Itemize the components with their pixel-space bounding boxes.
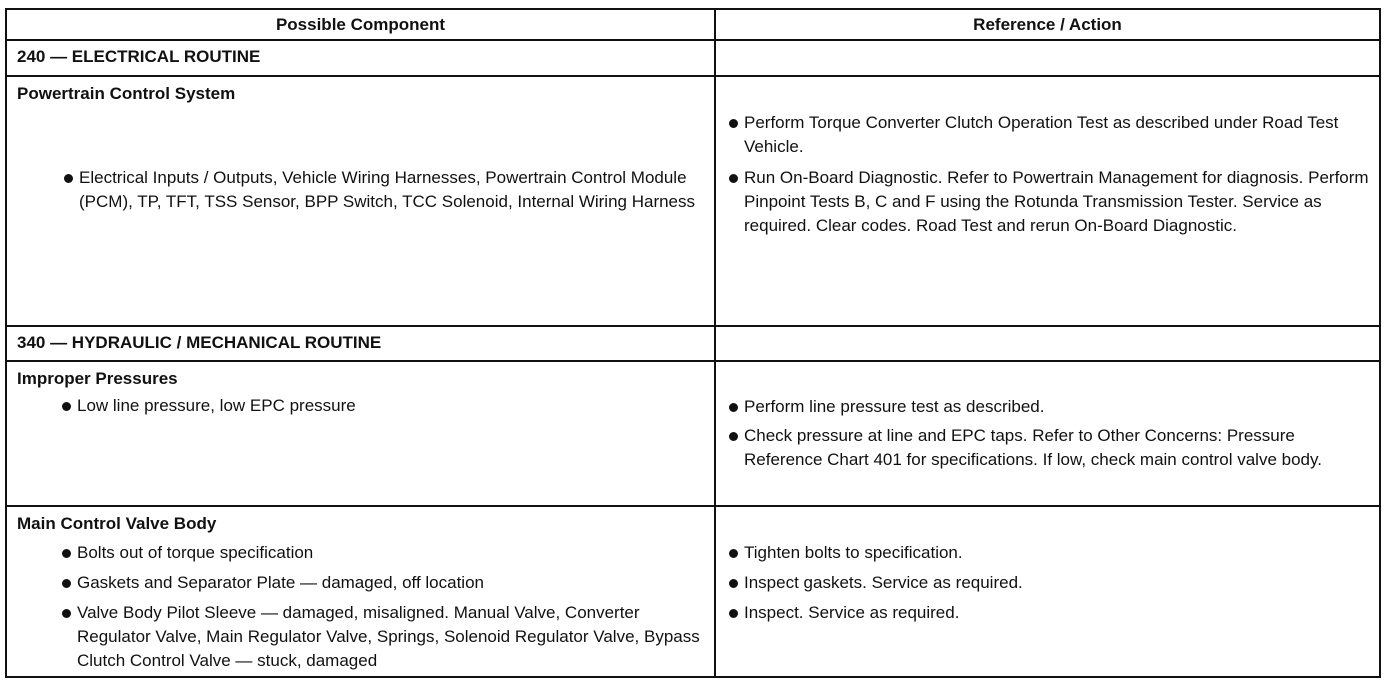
action-item: Perform Torque Converter Clutch Operation Test as described under Road Test Vehicle.: [726, 111, 1374, 159]
group-title: Powertrain Control System: [17, 84, 236, 103]
group-components: [7, 507, 716, 676]
group-components: [7, 77, 716, 327]
group-actions: [716, 77, 1379, 327]
action-item: Perform line pressure test as described.: [726, 395, 1374, 419]
component-item: Valve Body Pilot Sleeve — damaged, misaligned. Manual Valve, Converter Regulator Valve, Main Regulator Valve, Springs, Solenoid Regulator Valve, Bypass Clutch Control Valve — stuck, damaged: [59, 601, 702, 673]
action-item: Tighten bolts to specification.: [726, 541, 1374, 565]
section-action-empty: [716, 41, 1379, 77]
group-title: Improper Pressures: [17, 369, 178, 388]
group-title: Main Control Valve Body: [17, 514, 217, 533]
component-item: Electrical Inputs / Outputs, Vehicle Wiring Harnesses, Powertrain Control Module (PCM), TP, TFT, TSS Sensor, BPP Switch, TCC Solenoid, Internal Wiring Harness: [61, 166, 699, 214]
action-item: Run On-Board Diagnostic. Refer to Powertrain Management for diagnosis. Perform Pinpoint Tests B, C and F using the Rotunda Transmission Tester. Service as required. Clear codes. Road Test and rerun On-Board Diagnostic.: [726, 166, 1376, 238]
group-actions: [716, 362, 1379, 507]
action-item: Check pressure at line and EPC taps. Refer to Other Concerns: Pressure Reference Chart 401 for specifications. If low, check main control valve body.: [726, 424, 1374, 472]
column-header-component: Possible Component: [7, 10, 716, 41]
section-title: 240 — ELECTRICAL ROUTINE: [7, 41, 716, 77]
component-item: Gaskets and Separator Plate — damaged, off location: [59, 571, 697, 595]
component-item: Bolts out of torque specification: [59, 541, 697, 565]
section-title: 340 — HYDRAULIC / MECHANICAL ROUTINE: [7, 327, 716, 362]
column-header-action: Reference / Action: [716, 10, 1379, 41]
group-components: [7, 362, 716, 507]
component-item: Low line pressure, low EPC pressure: [59, 394, 697, 418]
diagnosis-table: [5, 8, 1381, 678]
section-action-empty: [716, 327, 1379, 362]
group-actions: [716, 507, 1379, 676]
action-item: Inspect. Service as required.: [726, 601, 1374, 625]
action-item: Inspect gaskets. Service as required.: [726, 571, 1374, 595]
